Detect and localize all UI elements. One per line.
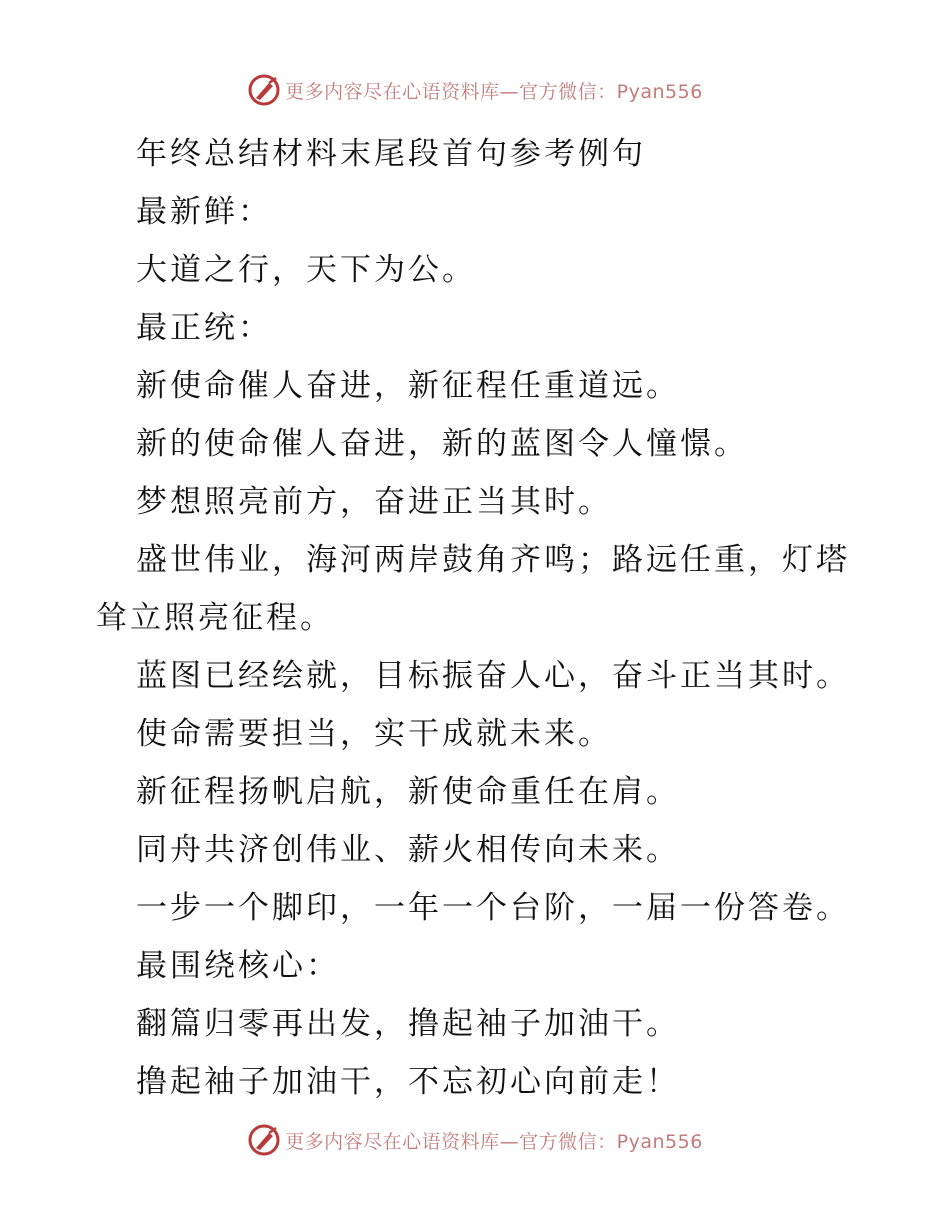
sentence: 撸起袖子加油干，不忘初心向前走！ <box>136 1064 680 1100</box>
footer-banner <box>0 1120 950 1160</box>
sentence: 翻篇归零再出发，撸起袖子加油干。 <box>136 1006 680 1042</box>
sentence: 大道之行，天下为公。 <box>136 252 476 288</box>
sentence: 盛世伟业，海河两岸鼓角齐鸣；路远任重，灯塔耸立照亮征程。 <box>96 542 850 636</box>
quill-pen-logo-icon <box>247 73 281 107</box>
document-title: 年终总结材料末尾段首句参考例句 <box>136 136 646 172</box>
quill-pen-logo-icon <box>247 1123 281 1157</box>
section-heading-orthodox: 最正统： <box>136 310 272 346</box>
section-heading-newest: 最新鲜： <box>136 194 272 230</box>
banner-text: 更多内容尽在心语资料库—官方微信：Pyan556 <box>285 1130 703 1153</box>
sentence: 使命需要担当，实干成就未来。 <box>136 716 612 752</box>
section-heading-core: 最围绕核心： <box>136 948 340 984</box>
sentence: 同舟共济创伟业、薪火相传向未来。 <box>136 832 680 868</box>
sentence: 一步一个脚印，一年一个台阶，一届一份答卷。 <box>136 890 850 926</box>
sentence: 新使命催人奋进，新征程任重道远。 <box>136 368 680 404</box>
sentence: 新的使命催人奋进，新的蓝图令人憧憬。 <box>136 426 748 462</box>
sentence: 蓝图已经绘就，目标振奋人心，奋斗正当其时。 <box>136 658 850 694</box>
header-banner <box>0 70 950 110</box>
banner-text: 更多内容尽在心语资料库—官方微信：Pyan556 <box>285 80 703 103</box>
sentence: 新征程扬帆启航，新使命重任在肩。 <box>136 774 680 810</box>
sentence: 梦想照亮前方，奋进正当其时。 <box>136 484 612 520</box>
document-body <box>96 125 858 1111</box>
